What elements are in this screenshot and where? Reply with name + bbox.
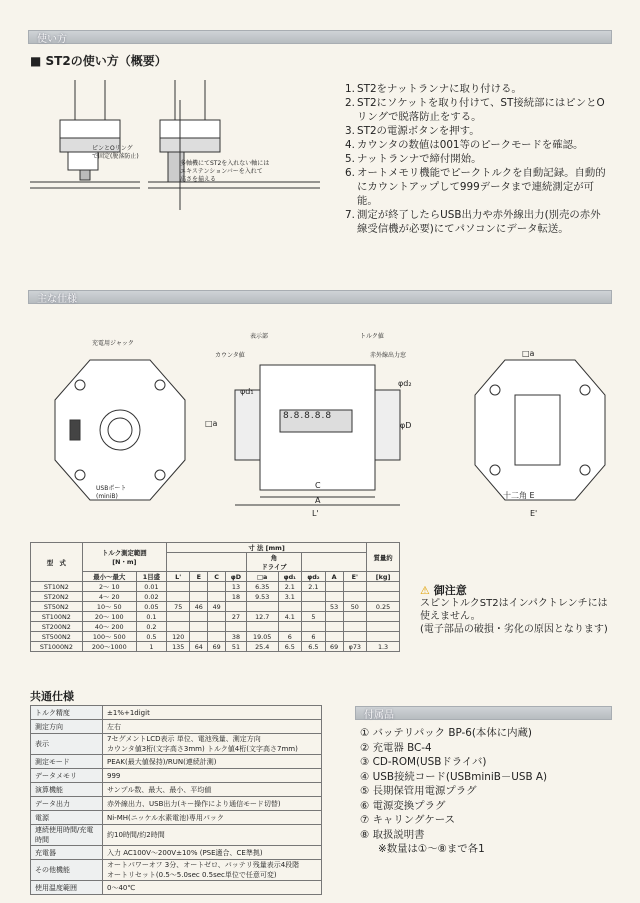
spec-value: 999 bbox=[103, 769, 322, 783]
table-cell bbox=[367, 622, 400, 632]
dim-e: 十二角 E bbox=[503, 491, 535, 500]
label-usb-port: USBポート (miniB) bbox=[96, 485, 127, 500]
usage-step: 4. カウンタの数値は001等のピークモードを確認。 bbox=[345, 139, 584, 151]
section-band-specs: 主な仕様 bbox=[28, 290, 612, 304]
spec-row bbox=[31, 797, 322, 811]
table-cell bbox=[278, 622, 302, 632]
accessory-item: ⑦ キャリングケース bbox=[360, 814, 456, 826]
table-row bbox=[31, 592, 400, 602]
spec-key: トルク精度 bbox=[31, 706, 103, 720]
spec-key: データ出力 bbox=[31, 797, 103, 811]
spec-row bbox=[31, 734, 322, 755]
extension-bar-note: 多軸機にてST2を入れない軸には エキステンションバーを入れて 高さを揃える bbox=[180, 160, 270, 183]
table-cell: 9.53 bbox=[246, 592, 278, 602]
table-cell bbox=[226, 602, 247, 612]
spec-value: サンプル数、最大、最小、平均値 bbox=[103, 783, 322, 797]
spec-row bbox=[31, 755, 322, 769]
spec-key: その他機能 bbox=[31, 860, 103, 881]
table-cell bbox=[190, 592, 208, 602]
dim-l: L' bbox=[312, 509, 319, 518]
table-cell: 6.5 bbox=[278, 642, 302, 652]
table-cell: 0.5 bbox=[136, 632, 166, 642]
label-charge-jack: 充電用ジャック bbox=[92, 340, 134, 347]
table-cell: 120 bbox=[167, 632, 190, 642]
table-cell: 12.7 bbox=[246, 612, 278, 622]
table-cell: 18 bbox=[226, 592, 247, 602]
spec-row bbox=[31, 860, 322, 881]
table-cell bbox=[343, 622, 367, 632]
accessory-item: ⑥ 電源変換プラグ bbox=[360, 799, 446, 812]
table-row bbox=[31, 582, 400, 592]
accessory-item: ④ USB接続コード(USBminiB－USB A) bbox=[360, 770, 548, 783]
spec-value: 約10時間/約2時間 bbox=[103, 825, 322, 846]
table-cell: 53 bbox=[325, 602, 343, 612]
table-cell: 0.01 bbox=[136, 582, 166, 592]
table-cell: 19.05 bbox=[246, 632, 278, 642]
spec-value: ±1%+1digit bbox=[103, 706, 322, 720]
table-cell: 25.4 bbox=[246, 642, 278, 652]
spec-key: 連続使用時間/充電時間 bbox=[31, 825, 103, 846]
spec-value: PEAK(最大値保持)/RUN(連続計測) bbox=[103, 755, 322, 769]
spec-key: 充電器 bbox=[31, 846, 103, 860]
table-cell bbox=[343, 582, 367, 592]
label-ir-window: 赤外線出力窓 bbox=[370, 352, 407, 359]
table-cell: 69 bbox=[208, 642, 226, 652]
lcd-readout: 8.8.8.8.8 bbox=[283, 411, 333, 421]
dim-square-a: □a bbox=[522, 349, 535, 358]
spec-row bbox=[31, 783, 322, 797]
spec-key: 電源 bbox=[31, 811, 103, 825]
spec-row bbox=[31, 720, 322, 734]
table-cell bbox=[367, 582, 400, 592]
table-cell bbox=[325, 592, 343, 602]
table-row bbox=[31, 612, 400, 622]
common-spec-table bbox=[30, 705, 322, 895]
table-cell: 0.25 bbox=[367, 602, 400, 612]
spec-value: 0〜40℃ bbox=[103, 881, 322, 895]
table-cell bbox=[208, 632, 226, 642]
table-cell bbox=[226, 622, 247, 632]
spec-value: 入力 AC100V〜200V±10% (PSE適合、CE準拠) bbox=[103, 846, 322, 860]
accessory-item: ① バッテリパック BP-6(本体に内蔵) bbox=[360, 727, 532, 739]
table-cell bbox=[343, 592, 367, 602]
dim-c: C bbox=[315, 481, 321, 490]
table-row bbox=[31, 642, 400, 652]
table-cell bbox=[302, 622, 326, 632]
table-cell: 27 bbox=[226, 612, 247, 622]
label-display: 表示部 bbox=[250, 333, 269, 340]
table-cell bbox=[190, 612, 208, 622]
table-cell: 200〜1000 bbox=[82, 642, 136, 652]
table-cell: 3.1 bbox=[278, 592, 302, 602]
table-cell: 4〜 20 bbox=[82, 592, 136, 602]
dimension-table: 型 式 トルク測定範囲 [N・m] 寸 法 [mm] 質量約 角 ドライブ 最小〜最大 1目盛 L' E C φD □a φd₁ φd₂ A E' [kg] ST10N2 2〜 10 0.01 13 6.35 2.1 2.1 ST20N2 4〜 20 0.02 18 9.53 3.1 ST50N2 10〜 50 0.05 75 46 49 53 50 0.25 ST100N2 20〜 100 0.1 27 12.7 4.1 5 ST200N2 40〜 200 0.2 ST500N2 100〜 500 0.5 120 38 19.05 6 6 ST1000N2 200〜1000 1 135 64 69 51 25.4 6.5 6.5 69 φ73 1.3 bbox=[30, 542, 400, 652]
table-cell: ST50N2 bbox=[31, 602, 83, 612]
spec-key: 演算機能 bbox=[31, 783, 103, 797]
table-cell bbox=[208, 622, 226, 632]
accessory-item: ⑧ 取扱説明書 bbox=[360, 828, 425, 841]
dim-a: A bbox=[315, 496, 321, 505]
spec-value: オートパワーオフ 3分、オートゼロ、バッテリ残量表示4段階 オートリセット(0.5〜5.0sec 0.5sec単位で任意可変) bbox=[103, 860, 322, 881]
table-cell: 6.35 bbox=[246, 582, 278, 592]
table-cell bbox=[208, 612, 226, 622]
warning-icon: ⚠ bbox=[420, 584, 430, 597]
table-cell: 0.05 bbox=[136, 602, 166, 612]
table-cell bbox=[343, 612, 367, 622]
dim-d1: φd₁ bbox=[240, 387, 254, 396]
table-cell bbox=[302, 602, 326, 612]
spec-value: 赤外線出力、USB出力(キー操作により通信モード切替) bbox=[103, 797, 322, 811]
table-cell: 0.2 bbox=[136, 622, 166, 632]
dim-d2: φd₂ bbox=[398, 379, 412, 388]
table-row bbox=[31, 602, 400, 612]
label-counter: カウンタ値 bbox=[215, 352, 245, 359]
table-row bbox=[31, 632, 400, 642]
accessory-item: ⑤ 長期保管用電源プラグ bbox=[360, 785, 477, 797]
table-cell: 51 bbox=[226, 642, 247, 652]
table-cell: 75 bbox=[167, 602, 190, 612]
accessory-item: ② 充電器 BC-4 bbox=[360, 741, 432, 754]
table-cell bbox=[367, 632, 400, 642]
spec-row bbox=[31, 769, 322, 783]
accessory-list bbox=[360, 726, 610, 857]
table-cell: ST500N2 bbox=[31, 632, 83, 642]
usage-step: 1. ST2をナットランナに取り付ける。 bbox=[345, 83, 522, 95]
table-cell: 69 bbox=[325, 642, 343, 652]
dim-phi-d: φD bbox=[400, 421, 412, 430]
table-cell: 38 bbox=[226, 632, 247, 642]
table-cell: 10〜 50 bbox=[82, 602, 136, 612]
table-cell: ST200N2 bbox=[31, 622, 83, 632]
table-cell bbox=[325, 622, 343, 632]
table-cell bbox=[208, 582, 226, 592]
table-cell bbox=[167, 622, 190, 632]
table-cell: 4.1 bbox=[278, 612, 302, 622]
label-torque: トルク値 bbox=[360, 333, 384, 340]
spec-value: 7セグメントLCD表示 単位、電池残量、測定方向 カウンタ値3桁(文字高さ3mm) トルク値4桁(文字高さ7mm) bbox=[103, 734, 322, 755]
table-cell: 1.3 bbox=[367, 642, 400, 652]
table-cell: ST20N2 bbox=[31, 592, 83, 602]
spec-key: 使用温度範囲 bbox=[31, 881, 103, 895]
usage-illustration bbox=[30, 70, 320, 210]
table-cell bbox=[302, 592, 326, 602]
dim-square-a-side: □a bbox=[205, 419, 218, 428]
table-cell bbox=[246, 602, 278, 612]
table-cell bbox=[246, 622, 278, 632]
section-band-accessories: 付属品 bbox=[355, 706, 612, 720]
table-cell: ST100N2 bbox=[31, 612, 83, 622]
table-cell: 2〜 10 bbox=[82, 582, 136, 592]
table-cell: 6 bbox=[278, 632, 302, 642]
spec-row bbox=[31, 846, 322, 860]
table-cell: 64 bbox=[190, 642, 208, 652]
table-cell bbox=[167, 612, 190, 622]
table-cell: 0.1 bbox=[136, 612, 166, 622]
spec-key: 測定方向 bbox=[31, 720, 103, 734]
table-row bbox=[31, 622, 400, 632]
pin-oring-note: ピンとOリング で固定(脱落防止) bbox=[92, 145, 139, 160]
table-cell: 20〜 100 bbox=[82, 612, 136, 622]
spec-row bbox=[31, 811, 322, 825]
table-cell bbox=[343, 632, 367, 642]
table-cell bbox=[367, 592, 400, 602]
accessory-item: ③ CD-ROM(USBドライバ) bbox=[360, 756, 487, 768]
table-cell: 46 bbox=[190, 602, 208, 612]
table-cell: 100〜 500 bbox=[82, 632, 136, 642]
spec-key: 測定モード bbox=[31, 755, 103, 769]
spec-row bbox=[31, 881, 322, 895]
spec-key: データメモリ bbox=[31, 769, 103, 783]
usage-step: 5. ナットランナで締付開始。 bbox=[345, 153, 482, 165]
table-cell: 40〜 200 bbox=[82, 622, 136, 632]
dim-e-prime: E' bbox=[530, 509, 538, 518]
table-cell bbox=[325, 632, 343, 642]
spec-row bbox=[31, 825, 322, 846]
table-cell: φ73 bbox=[343, 642, 367, 652]
usage-step: 2. ST2にソケットを取り付けて、ST接続部にはピンとOリングで脱落防止をする。 bbox=[345, 97, 605, 123]
table-cell: ST10N2 bbox=[31, 582, 83, 592]
table-cell bbox=[190, 582, 208, 592]
table-cell: 49 bbox=[208, 602, 226, 612]
table-cell: 135 bbox=[167, 642, 190, 652]
common-spec-title: 共通仕様 bbox=[30, 690, 74, 703]
spec-value: 左右 bbox=[103, 720, 322, 734]
caution-box: ⚠ 御注意 スピントルクST2はインパクトレンチには使えません。 (電子部品の破損・劣化の原因となります) bbox=[420, 584, 608, 635]
table-cell bbox=[278, 602, 302, 612]
spec-key: 表示 bbox=[31, 734, 103, 755]
table-cell bbox=[325, 612, 343, 622]
usage-title: ■ ST2の使い方（概要） bbox=[30, 54, 167, 68]
table-cell: 2.1 bbox=[278, 582, 302, 592]
table-cell: ST1000N2 bbox=[31, 642, 83, 652]
table-cell: 5 bbox=[302, 612, 326, 622]
usage-step: 7. 測定が終了したらUSB出力や赤外線出力(別売の赤外線受信機が必要)にてパソコンにデータ転送。 bbox=[345, 209, 601, 235]
table-cell bbox=[190, 632, 208, 642]
accessory-note: ※数量は①〜⑧まで各1 bbox=[378, 843, 485, 855]
table-cell: 6 bbox=[302, 632, 326, 642]
table-cell: 13 bbox=[226, 582, 247, 592]
table-cell: 50 bbox=[343, 602, 367, 612]
table-cell bbox=[190, 622, 208, 632]
table-cell bbox=[167, 592, 190, 602]
table-cell: 0.02 bbox=[136, 592, 166, 602]
table-cell: 2.1 bbox=[302, 582, 326, 592]
table-cell bbox=[167, 582, 190, 592]
table-cell: 6.5 bbox=[302, 642, 326, 652]
table-cell bbox=[325, 582, 343, 592]
spec-row bbox=[31, 706, 322, 720]
usage-steps bbox=[345, 82, 610, 236]
table-cell: 1 bbox=[136, 642, 166, 652]
usage-step: 6. オートメモリ機能でピークトルクを自動記録。自動的にカウントアップして999データまで連続測定が可能。 bbox=[345, 167, 606, 207]
table-cell bbox=[367, 612, 400, 622]
usage-step: 3. ST2の電源ボタンを押す。 bbox=[345, 125, 480, 137]
spec-value: Ni-MH(ニッケル水素電池)専用パック bbox=[103, 811, 322, 825]
table-cell bbox=[208, 592, 226, 602]
section-band-usage: 使い方 bbox=[28, 30, 612, 44]
